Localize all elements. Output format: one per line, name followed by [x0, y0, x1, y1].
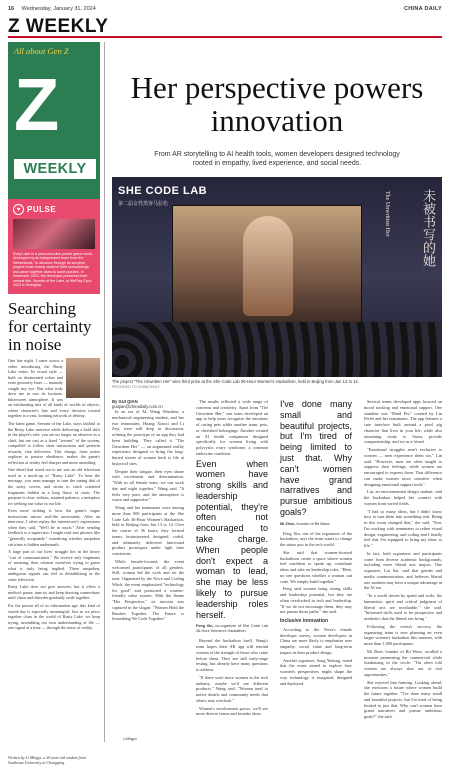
- body-paragraph: Beyond the hackathon itself, Wang's team hopes their AR app will remind women of the strength of those who came before them. They are still early-stage testing, but already have many questions to address.: [196, 638, 268, 673]
- body-paragraph: Lin, an environmental design student, said the hackathon helped her connect with women from varied fields.: [364, 489, 442, 506]
- pulse-box: [8, 199, 100, 294]
- screen-title-cn: 未被书写的她: [420, 189, 435, 267]
- article-column-4: [364, 399, 442, 722]
- left-paragraph: Rusty Lake does not give answers, but it offers a method: pause, tune in, and keep drawing connections until chaos and disorder gradually settle together.: [8, 584, 100, 601]
- body-paragraph: "In a world driven by speed and scale, the humanistic spirit and critical judgment of liberal arts are invaluable," she said. "Informed skills used to be perspective and aesthetics that the liberal arts bring.": [364, 593, 442, 621]
- left-paragraph: One late night, I came across a video introducing the Rusty Lake series. Its visual style — built on desaturated colors and eerie geometry lines — instantly caught my eye. But what truly drew me in was its footnote, bittersweet atmosphere. It was an exhilarating mix of all kinds of worlds of objects, where character's fate and every decision toward together is a vast, looming network of destiny.: [8, 358, 100, 419]
- body-paragraph: Another organizer, Song Yuhong, noted that the event aimed to explore how women's perspectives might shape the way technology is imagined, designed and deployed.: [280, 657, 352, 686]
- pull-quote-role: co-organizer of She Code Lab 36-Hour Women's Hackathon: [196, 624, 268, 634]
- left-article-headline: Searching for certainty in noise: [8, 299, 92, 354]
- section-title: Z WEEKLY: [8, 16, 109, 37]
- event-logo-subtext: 第二届女性黑客马拉松: [118, 201, 169, 207]
- pulse-icon: ♥: [13, 204, 24, 215]
- pull-quote-name: Feng Xin,: [196, 624, 214, 629]
- pull-quote: Even when women have strong skills and leadership potential, they're often not encouraged to take charge. When people don't expect a woman to lead, she may be less likely to pursue leadership roles herself.: [196, 458, 268, 620]
- body-paragraph: In fact, both organizers and participants come from diverse academic backgrounds, including more liberal arts majors. One organizer, Liu Sai, said that gender and media communication, and believes liberal arts students may have a unique advantage in the AI era.: [364, 550, 442, 591]
- z-weekly-logo-panel: [8, 42, 100, 199]
- left-paragraph: One detail that stood out to me was an old television used in a mock-up of "Rusty Lake". To hear the message, you must manage to turn the tuning dial of the noisy screen, and strain to catch scattered fragments hidden in a long flurry of static. The purpose is clear: tedious, strained patience, a metaphor for seeking out value in our life.: [8, 467, 100, 506]
- body-paragraph: She said that women-focused hackathons create a space where women feel confident to speak up, contribute ideas and take on leadership roles. "Here, no one questions whether a woman can code. We simply build together.": [280, 549, 352, 584]
- screen-figure: [243, 216, 293, 316]
- pulse-photo: [13, 219, 95, 249]
- body-paragraph: In an era of AI, Wang Wenzhen, a mechanical engineering student, and her two teammates, Huang Xiaoxi and Li Zeji, were still deep in discussion, refining the prototype of an app they had been building. They called it "The Unwritten Her" — an augmented reality experience designed to bring the long-buried stories of women back to life at historical sites.: [112, 409, 184, 466]
- byline-email: guiqian@chinadaily.com.cn: [112, 404, 163, 410]
- body-paragraph: Feng Xin, one of the organizers of the hackathon, says the team wants to change the status quo in the tech world.: [280, 530, 352, 548]
- audience-silhouettes: [112, 322, 442, 377]
- event-logo-text: SHE CODE LAB: [118, 185, 208, 197]
- article-column-2: [196, 399, 268, 719]
- z-logo-weekly: WEEKLY: [14, 159, 96, 179]
- page-topbar: [8, 4, 442, 13]
- body-paragraph: She rejected that framing. Looking ahead, she envisions a future where women build the future together. "I've done many small and beautiful projects, but I'm tired of being limited to just that. Why can't women have grand narratives and pursue ambitious goals?" she said.: [364, 679, 442, 719]
- body-paragraph: "If there were more women in the tech industry, maybe we'd see different products," Wang said. "Women tend to notice details and community needs that others may overlook.": [196, 674, 268, 703]
- left-paragraph: A large part of our lives' struggle lies in the heavy "cost of communication." We receive only fragments of meaning, then exhaust ourselves trying to guess what is truly being implied. These unspoken, ambiguous signals can feel as destabilizing as the static television.: [8, 549, 100, 582]
- left-paragraph: For the person all of us information age, this kind of stored-day is especially meaningful. Just as we piece together clues in the world of Rusty Lake, we keep trying, assembling our own understanding of life — one signal at a time — through the noise of reality.: [8, 602, 100, 631]
- column-divider: [104, 42, 105, 742]
- main-headline: Her perspective powers innovation: [130, 70, 424, 138]
- left-paragraph: The latest game, Servant of the Lake, stays faithful to the Rusty Lake universe while delivering a bold shift in the player's role: you are no longer an observer as a chief, but are cast as a fixed "servant" of the system, compelled to follow stern instructions and perform rewards, clue deliveries. This change, from active explorer to passive obedience, makes the game's reflection of reality feel sharper and more unsettling.: [8, 421, 100, 465]
- main-subhead: From AR storytelling to AI health tools, women developers designed technology rooted in empathy, lived experience, and social needs.: [154, 151, 400, 168]
- author-photo: [66, 358, 100, 398]
- topbar-left: [8, 6, 96, 12]
- byline-name: By GUI QIAN: [112, 399, 138, 404]
- body-paragraph: Despite their fatigue, their eyes shone with excitement and determination. "With us all female team, we can work day and night together," Wang said. "It feels very pure, and the atmosphere is warm and supportive.": [112, 468, 184, 503]
- body-paragraph: According to the Nova's female developer survey, women developers in China are more likely to emphasize user empathy, social value and long-term impact in their product design.: [280, 626, 352, 655]
- article-column-3: [280, 399, 352, 688]
- body-paragraph: Several teams developed apps focused on mood tracking and emotional support. One standout was "Mind Pet," created by Lin Feifei and her teammates. The app features a cute interface built around a pixel pig character that lives in your life, while also remaining ready to listen, provide companionship, and act as a friend.: [364, 399, 442, 445]
- issue-date: Wednesday, January 31, 2024: [21, 5, 96, 12]
- screen-title-en: The Unwritten Her: [384, 191, 390, 237]
- main-photo-credit: PROVIDED TO CHINA DAILY: [112, 385, 160, 389]
- subheading-inclusive-innovation: Inclusive innovation: [280, 618, 329, 625]
- body-paragraph: The results reflected a wide range of concerns and creativity. Apart from "The Unwritten Her," one team developed an app to help users recognize the emotions of caring pets while another team, pets, or cherished belongings. Another created an AI health companion designed specifically for women living with polycystic ovary syndrome, a common endocrine condition.: [196, 399, 268, 456]
- main-photo: [112, 177, 442, 377]
- body-paragraph: While female-focused, the event welcomed participants of all genders. Still, women led the work and set the tone. Organized by the Nova and Coding Witch, the event emphasized "technology for good" and promoted a women-friendly value system. With the theme "Her Perspective," its mission was captured in the slogan: "Women Hold the Brushes Together. The Future is Something We Code Together.": [112, 558, 184, 622]
- paper-name: CHINA DAILY: [403, 5, 442, 12]
- pull-quote-role: founder of Bit Wave: [296, 521, 330, 526]
- page-number: 16: [8, 5, 15, 12]
- section-masthead: [8, 14, 442, 38]
- pull-quote-attribution: [280, 522, 352, 527]
- z-logo-letter: Z: [14, 63, 60, 146]
- body-paragraph: "I had so many ideas, but I didn't know how to turn them into something real. Being in this room changed that," she said. "Now I'm working with teammates to refine visual design, engineering, and coding and I finally feel that I'm equipped to bring my ideas to life.": [364, 508, 442, 548]
- left-paragraph: Even more striking is how the game's vague instructions mirror real-life uncertainty. After an interview, I often replay the interviewer's expressions when they said, "We'll be in touch." After sending feedback to a supervisor, I might read into phrases like "generally acceptable," wondering whether unspoken criticism is hidden underneath.: [8, 508, 100, 547]
- pulse-caption: Ruby Lake is a point-and-click puzzle game world developed by an independent team from the Netherlands. To advance through its storyline, players must closely observe their surroundings and piece together clues to solve puzzles. In November 2023, the developer presented their newest title, Secrets of the Lake, at WePlay Expo 2023 in Shanghai.: [13, 252, 92, 288]
- left-article-author-note: Written by Li Mingyi, a 20-year-old student from Southeast University in Chongqing.: [8, 755, 86, 765]
- article-column-1: [112, 409, 184, 624]
- pull-quote-attribution: [196, 624, 268, 634]
- z-tagline: All about Gen Z: [14, 46, 69, 56]
- body-paragraph: Wang and her teammates were among more than 900 participants at the She Code Lab 36-Hour Women's Hackathon, held in Beijing from Jan 13 to 14. Over the course of 36 hours, they formed teams, brainstormed, designed, coded, and ultimately delivered functional product prototypes under tight time constraints.: [112, 505, 184, 556]
- body-paragraph: Following the event's success, the organizing team is now planning an even larger women's hackathon this summer, with more than 1,000 participants.: [364, 623, 442, 646]
- author-photo-caption: Li Mingyu: [123, 737, 137, 741]
- body-paragraph: Women's involvement grows, we'll see more diverse teams and broader ideas.: [196, 705, 268, 717]
- pulse-header: [13, 204, 95, 215]
- body-paragraph: Mi Zhen, founder of Bit Wave, recalled a moment permeating the commercial while fundraising in the circle: "I'm often told women are always shut out of real opportunities.": [364, 648, 442, 677]
- body-paragraph: "Emotional struggles aren't exclusive to women — men experience them too," Lin said. "However, men are often taught to suppress their feelings, while women are encouraged to express them. That difference can make women more sensitive when designing emotional support tools.": [364, 447, 442, 487]
- pull-quote-name: Mi Zhen,: [280, 521, 296, 526]
- stage-screen: [172, 205, 362, 325]
- pull-quote: I've done many small and beautiful projects, but I'm tired of being limited to just that. Why can't women have grand narratives and pursue ambitious goals?: [280, 399, 352, 517]
- pulse-label: PULSE: [27, 205, 57, 214]
- body-paragraph: Feng said women bring strong skills and leadership potential, but they are often overlooked in tech and leadership. "If we do not encourage them, they may not pursue those paths," she said.: [280, 586, 352, 615]
- main-photo-caption: The project "The Unwritten Her" wins third prize at the She Code Lab 36-Hour Women's Hackathon, held in Beijing from Jan 13 to 14.: [112, 379, 359, 384]
